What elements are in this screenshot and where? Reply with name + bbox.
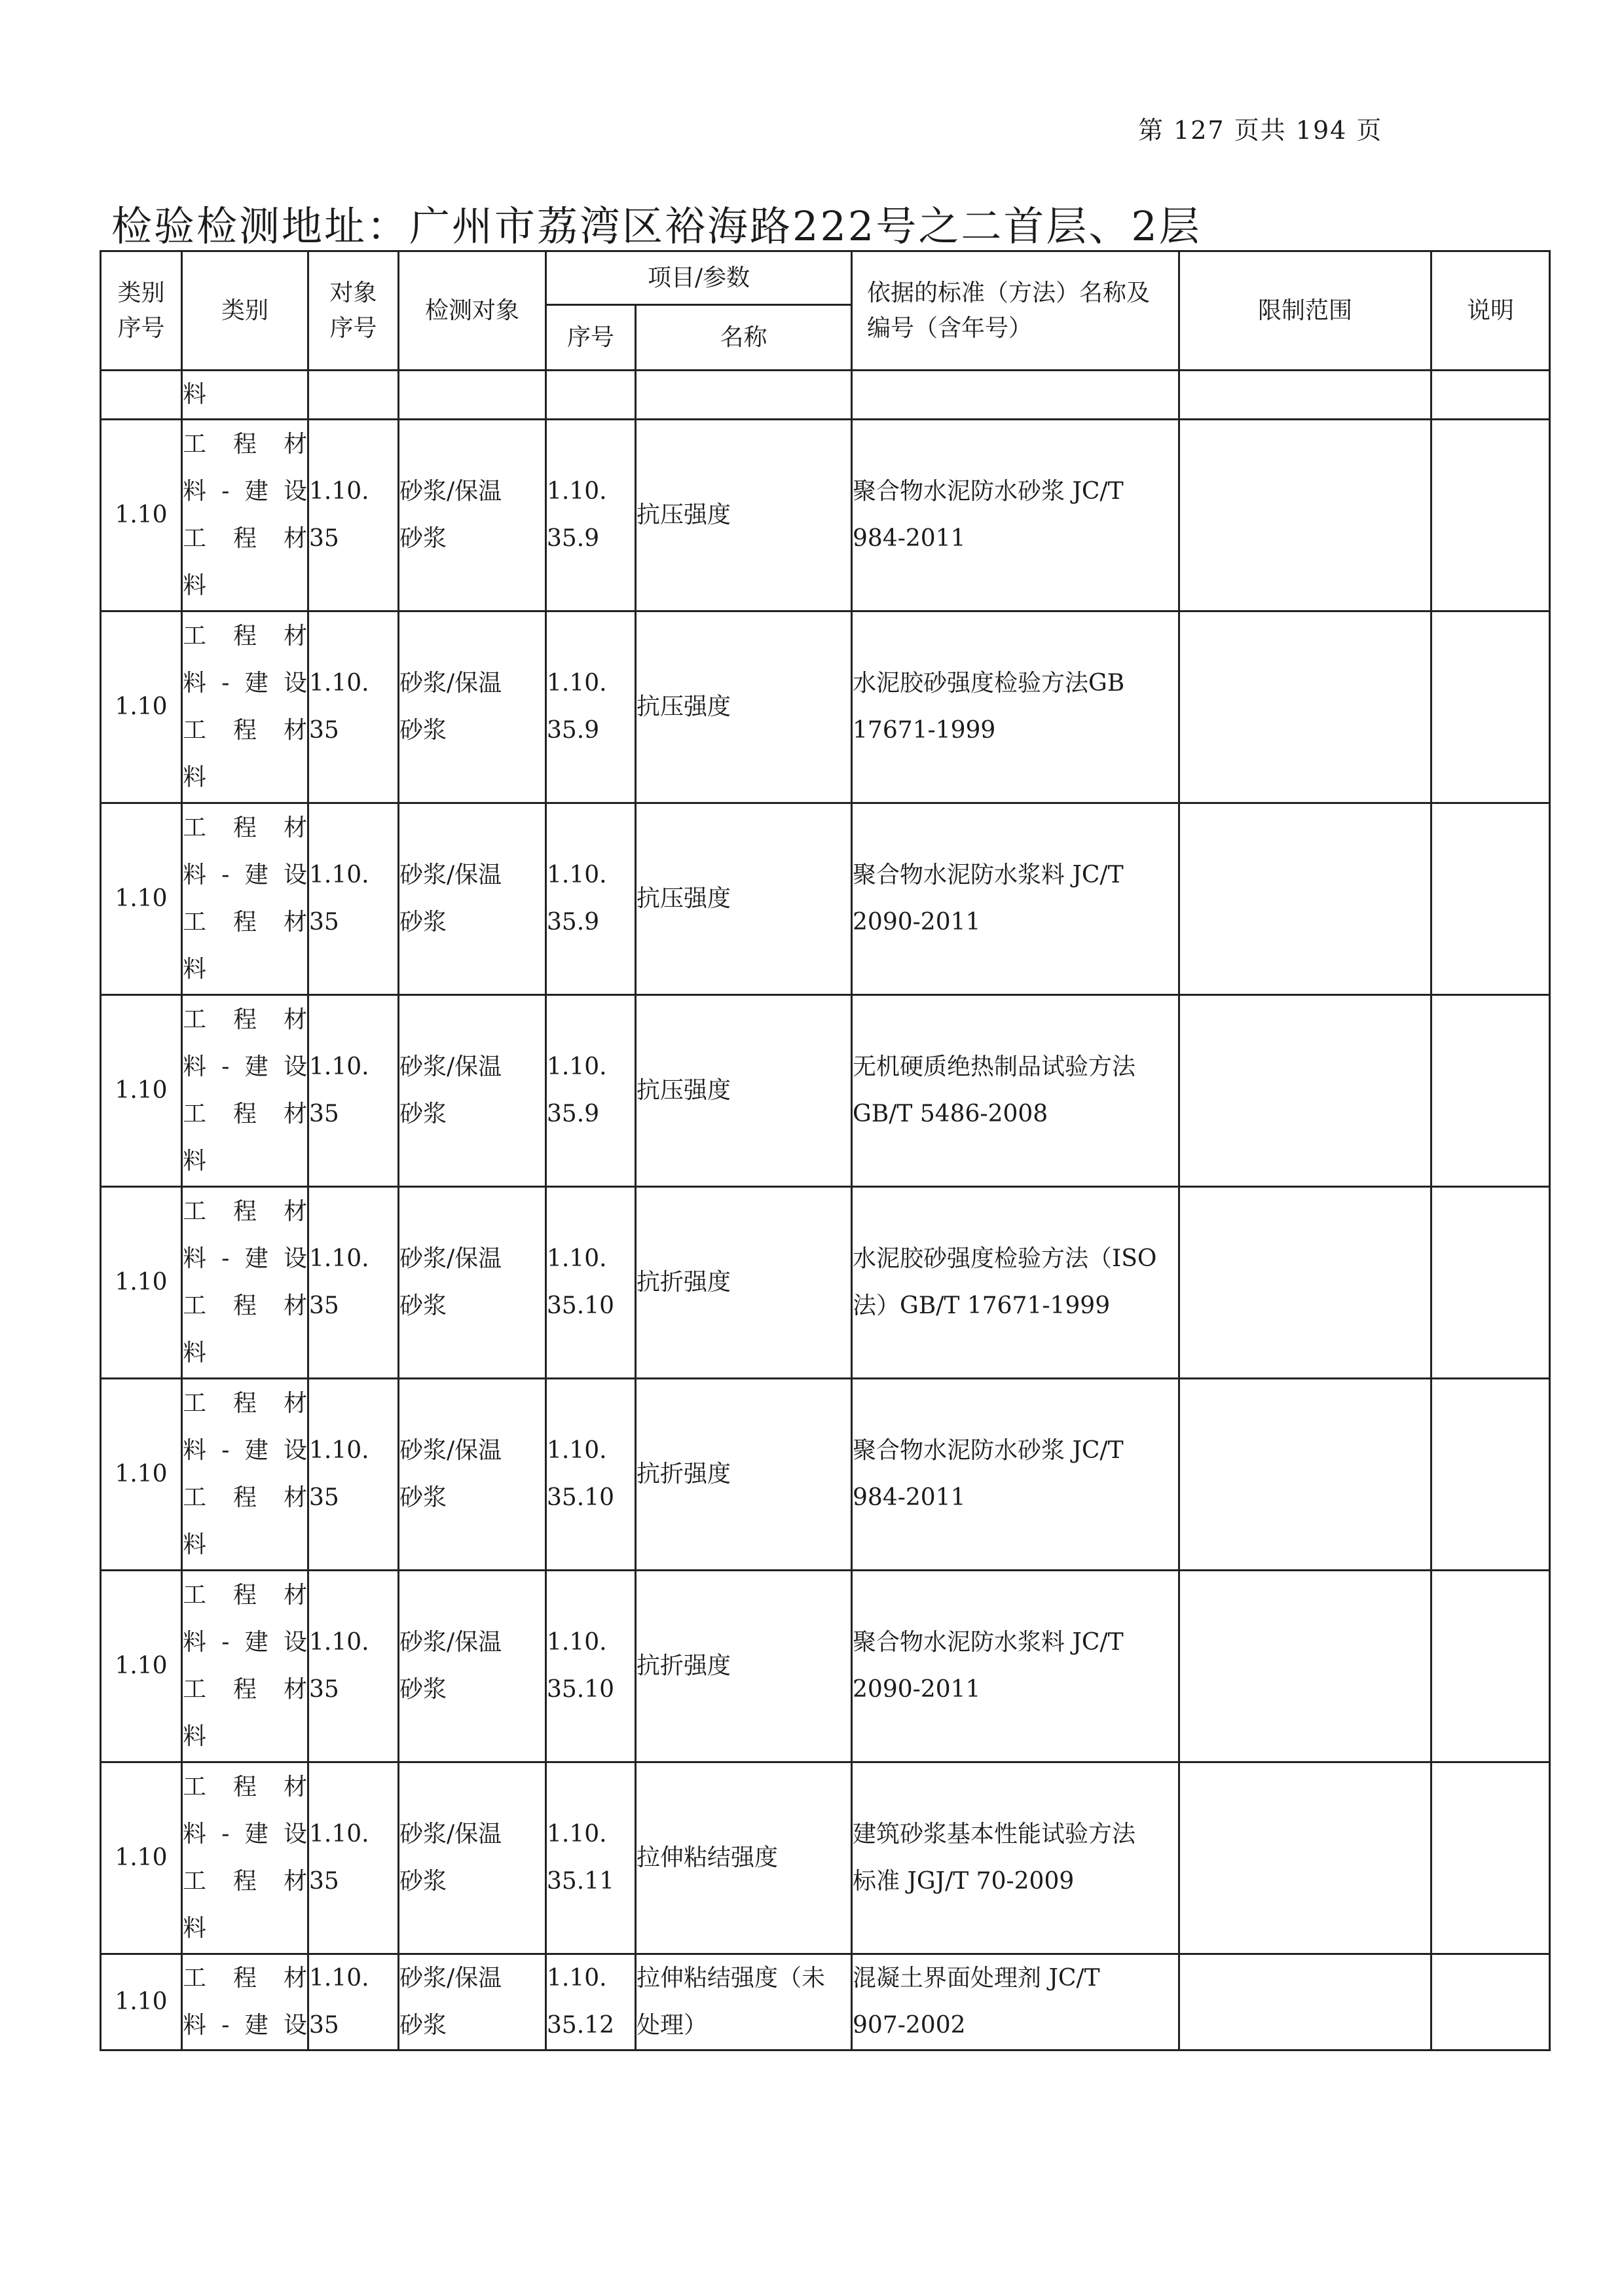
header-limit: 限制范围 bbox=[1179, 251, 1431, 371]
limit-cell bbox=[1179, 1954, 1431, 2050]
note-cell bbox=[1431, 1762, 1550, 1954]
item-name-cell: 拉伸粘结强度（未 处理） bbox=[636, 1954, 852, 2050]
category-cell: 工程材 料-建设 工程材 料 bbox=[182, 1571, 308, 1762]
limit-cell bbox=[1179, 1379, 1431, 1571]
cat-no-cell: 1.10 bbox=[101, 1954, 182, 2050]
scope-table bbox=[100, 250, 1551, 2051]
limit-cell bbox=[1179, 611, 1431, 803]
item-name-cell: 抗折强度 bbox=[636, 1187, 852, 1379]
table-row bbox=[101, 1762, 1550, 1954]
cat-no-cell: 1.10 bbox=[101, 1762, 182, 1954]
standard-cell: 聚合物水泥防水浆料 JC/T 2090-2011 bbox=[852, 803, 1179, 995]
item-name-cell: 拉伸粘结强度 bbox=[636, 1762, 852, 1954]
note-cell bbox=[1431, 995, 1550, 1187]
obj-no-cell: 1.10. 35 bbox=[308, 1954, 399, 2050]
standard-cell: 无机硬质绝热制品试验方法 GB/T 5486-2008 bbox=[852, 995, 1179, 1187]
cat-no-cell: 1.10 bbox=[101, 995, 182, 1187]
note-cell bbox=[1431, 1571, 1550, 1762]
table-row bbox=[101, 611, 1550, 803]
limit-cell bbox=[1179, 1187, 1431, 1379]
note-cell bbox=[1431, 1379, 1550, 1571]
limit-cell bbox=[1179, 1571, 1431, 1762]
header-item-no: 序号 bbox=[546, 305, 636, 371]
header-note: 说明 bbox=[1431, 251, 1550, 371]
header-cat-no: 类别 序号 bbox=[101, 251, 182, 371]
cat-no-cell: 1.10 bbox=[101, 1187, 182, 1379]
object-cell: 砂浆/保温 砂浆 bbox=[399, 1379, 546, 1571]
object-cell: 砂浆/保温 砂浆 bbox=[399, 803, 546, 995]
object-cell: 砂浆/保温 砂浆 bbox=[399, 1571, 546, 1762]
item-no-cell: 1.10. 35.11 bbox=[546, 1762, 636, 1954]
category-cell: 工程材 料-建设 工程材 料 bbox=[182, 995, 308, 1187]
object-cell: 砂浆/保温 砂浆 bbox=[399, 1954, 546, 2050]
cat-no-cell: 1.10 bbox=[101, 1379, 182, 1571]
object-cell: 砂浆/保温 砂浆 bbox=[399, 1187, 546, 1379]
object-cell: 砂浆/保温 砂浆 bbox=[399, 1762, 546, 1954]
note-cell bbox=[1431, 1954, 1550, 2050]
item-no-cell: 1.10. 35.10 bbox=[546, 1571, 636, 1762]
page-number: 第 127 页共 194 页 bbox=[1138, 116, 1383, 145]
category-cell: 工程材 料-建设 工程材 料 bbox=[182, 1762, 308, 1954]
continuation-row bbox=[101, 371, 1550, 420]
item-no-cell: 1.10. 35.9 bbox=[546, 803, 636, 995]
limit-cell bbox=[1179, 995, 1431, 1187]
limit-cell bbox=[1179, 420, 1431, 611]
item-name-cell: 抗折强度 bbox=[636, 1379, 852, 1571]
item-no-cell: 1.10. 35.12 bbox=[546, 1954, 636, 2050]
obj-no-cell: 1.10. 35 bbox=[308, 1762, 399, 1954]
item-no-cell: 1.10. 35.9 bbox=[546, 420, 636, 611]
item-name-cell: 抗压强度 bbox=[636, 611, 852, 803]
table-row bbox=[101, 1187, 1550, 1379]
standard-cell: 水泥胶砂强度检验方法GB 17671-1999 bbox=[852, 611, 1179, 803]
object-cell: 砂浆/保温 砂浆 bbox=[399, 995, 546, 1187]
obj-no-cell: 1.10. 35 bbox=[308, 611, 399, 803]
object-cell: 砂浆/保温 砂浆 bbox=[399, 420, 546, 611]
table-row bbox=[101, 1571, 1550, 1762]
note-cell bbox=[1431, 803, 1550, 995]
table-row bbox=[101, 1379, 1550, 1571]
item-name-cell: 抗折强度 bbox=[636, 1571, 852, 1762]
item-no-cell: 1.10. 35.9 bbox=[546, 995, 636, 1187]
table-row bbox=[101, 420, 1550, 611]
header-obj-no: 对象 序号 bbox=[308, 251, 399, 371]
header-standard: 依据的标准（方法）名称及 编号（含年号） bbox=[852, 251, 1179, 371]
cat-no-cell: 1.10 bbox=[101, 420, 182, 611]
table-row bbox=[101, 803, 1550, 995]
limit-cell bbox=[1179, 1762, 1431, 1954]
obj-no-cell: 1.10. 35 bbox=[308, 995, 399, 1187]
category-cell: 工程材 料-建设 工程材 料 bbox=[182, 1187, 308, 1379]
limit-cell bbox=[1179, 803, 1431, 995]
note-cell bbox=[1431, 1187, 1550, 1379]
item-no-cell: 1.10. 35.9 bbox=[546, 611, 636, 803]
header-item-name: 名称 bbox=[636, 305, 852, 371]
item-name-cell: 抗压强度 bbox=[636, 803, 852, 995]
header-object: 检测对象 bbox=[399, 251, 546, 371]
standard-cell: 水泥胶砂强度检验方法（ISO 法）GB/T 17671-1999 bbox=[852, 1187, 1179, 1379]
cat-no-cell: 1.10 bbox=[101, 611, 182, 803]
note-cell bbox=[1431, 420, 1550, 611]
cat-no-cell: 1.10 bbox=[101, 803, 182, 995]
header-item-group: 项目/参数 bbox=[546, 251, 852, 305]
testing-address: 检验检测地址：广州市荔湾区裕海路222号之二首层、2层 bbox=[111, 202, 1202, 250]
obj-no-cell: 1.10. 35 bbox=[308, 1187, 399, 1379]
obj-no-cell: 1.10. 35 bbox=[308, 1379, 399, 1571]
item-name-cell: 抗压强度 bbox=[636, 995, 852, 1187]
obj-no-cell: 1.10. 35 bbox=[308, 420, 399, 611]
standard-cell: 建筑砂浆基本性能试验方法 标准 JGJ/T 70-2009 bbox=[852, 1762, 1179, 1954]
category-cell: 工程材 料-建设 工程材 料 bbox=[182, 611, 308, 803]
standard-cell: 混凝土界面处理剂 JC/T 907-2002 bbox=[852, 1954, 1179, 2050]
object-cell: 砂浆/保温 砂浆 bbox=[399, 611, 546, 803]
standard-cell: 聚合物水泥防水浆料 JC/T 2090-2011 bbox=[852, 1571, 1179, 1762]
note-cell bbox=[1431, 611, 1550, 803]
header-category: 类别 bbox=[182, 251, 308, 371]
item-no-cell: 1.10. 35.10 bbox=[546, 1187, 636, 1379]
cat-no-cell: 1.10 bbox=[101, 1571, 182, 1762]
category-cell: 工程材 料-建设 工程材 料 bbox=[182, 803, 308, 995]
continuation-cell: 料 bbox=[182, 371, 308, 420]
item-name-cell: 抗压强度 bbox=[636, 420, 852, 611]
table-row bbox=[101, 1954, 1550, 2050]
standard-cell: 聚合物水泥防水砂浆 JC/T 984-2011 bbox=[852, 420, 1179, 611]
obj-no-cell: 1.10. 35 bbox=[308, 1571, 399, 1762]
item-no-cell: 1.10. 35.10 bbox=[546, 1379, 636, 1571]
table-row bbox=[101, 995, 1550, 1187]
category-cell: 工程材 料-建设 工程材 料 bbox=[182, 420, 308, 611]
obj-no-cell: 1.10. 35 bbox=[308, 803, 399, 995]
standard-cell: 聚合物水泥防水砂浆 JC/T 984-2011 bbox=[852, 1379, 1179, 1571]
category-cell: 工程材 料-建设 工程材 料 bbox=[182, 1379, 308, 1571]
category-cell: 工程材 料-建设 bbox=[182, 1954, 308, 2050]
